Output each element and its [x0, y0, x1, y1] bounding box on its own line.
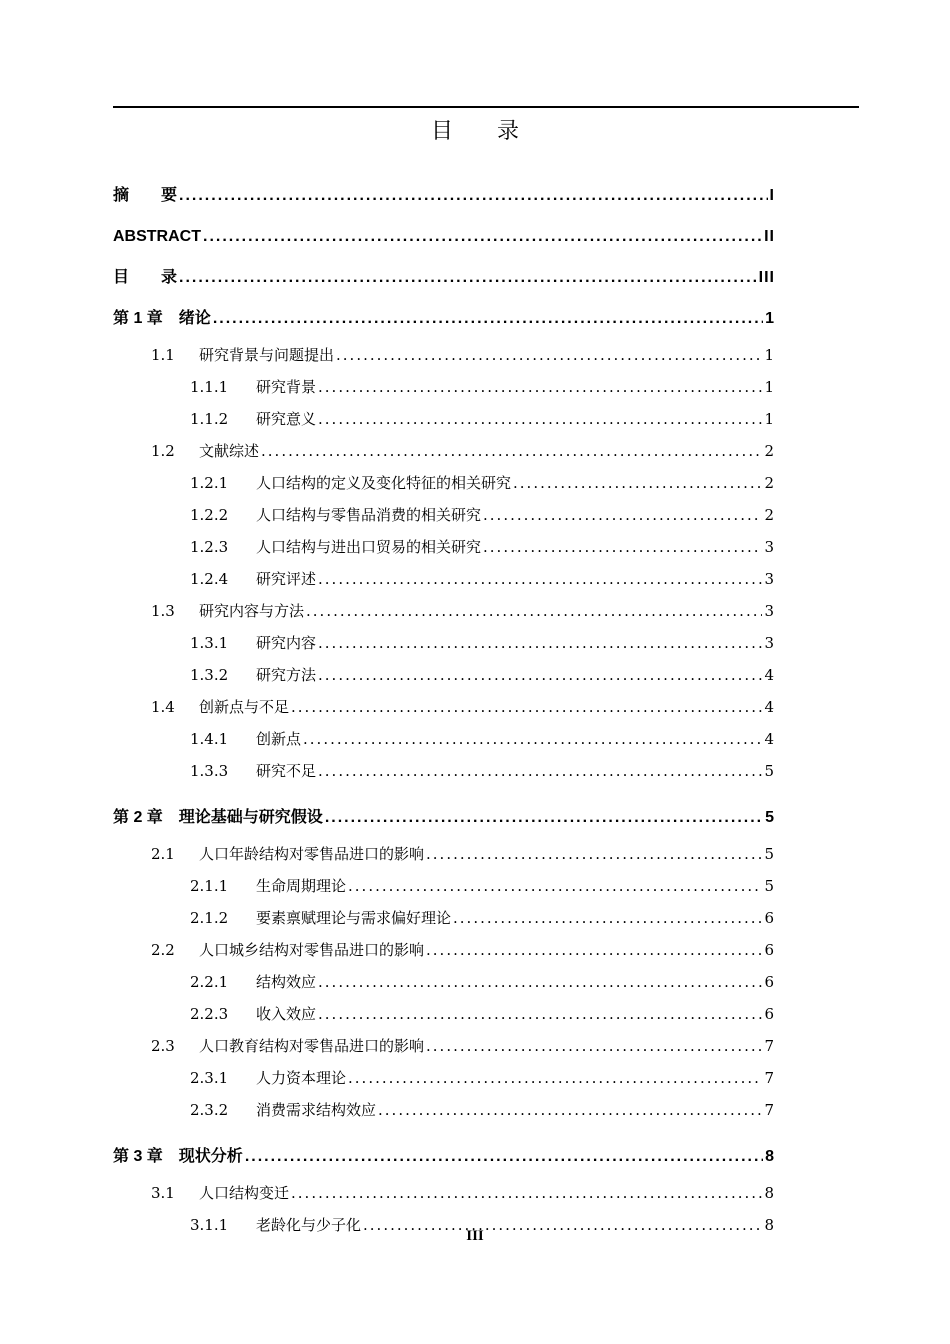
toc-entry[interactable] [113, 1062, 775, 1094]
toc-entry-number: 2.2 [151, 941, 175, 959]
toc-entry-page: 5 [764, 845, 775, 863]
toc-entry-label [190, 870, 346, 902]
toc-leader-dots [378, 1094, 762, 1126]
toc-entry-number: 2.2.3 [190, 1005, 229, 1023]
toc-entry-label [190, 371, 316, 403]
toc-entry-label [151, 691, 289, 723]
toc-entry-label [190, 403, 316, 435]
toc-entry-label [151, 1030, 424, 1062]
toc-entry-label [113, 175, 177, 216]
toc-entry-number: 2.3.2 [190, 1101, 229, 1119]
toc-entry[interactable] [113, 755, 775, 787]
toc-entry[interactable] [113, 1094, 775, 1126]
toc-leader-dots [453, 902, 762, 934]
toc-entry-page: 3 [764, 538, 775, 556]
toc-entry-page: 3 [764, 634, 775, 652]
toc-entry-label [190, 467, 511, 499]
toc-entry-label [113, 1136, 243, 1177]
toc-entry-text: 人口结构与零售品消费的相关研究 [256, 506, 482, 524]
toc-entry[interactable] [113, 531, 775, 563]
toc-entry-label [151, 435, 259, 467]
toc-entry-text: 文献综述 [199, 442, 260, 460]
toc-entry-number: 1.1 [151, 346, 175, 364]
toc-entry-label [151, 339, 334, 371]
toc-entry-number: 1.2 [151, 442, 175, 460]
toc-entry-page: 7 [764, 1037, 775, 1055]
toc-entry[interactable] [113, 691, 775, 723]
toc-entry[interactable] [113, 298, 775, 339]
toc-entry-number: 第 1 章 [113, 310, 163, 327]
toc-entry-number: 2.3 [151, 1037, 175, 1055]
toc-leader-dots [318, 403, 762, 435]
toc-leader-dots [203, 216, 762, 257]
toc-entry-number: 2.2.1 [190, 973, 229, 991]
toc-entry-page: 5 [764, 877, 775, 895]
toc-entry-text: 研究背景 [256, 378, 317, 396]
toc-entry-page: 8 [764, 1216, 775, 1234]
toc-entry[interactable] [113, 934, 775, 966]
toc-entry-label [151, 1177, 289, 1209]
toc-entry-text: 人口结构与进出口贸易的相关研究 [256, 538, 482, 556]
toc-entry-label [190, 755, 316, 787]
toc-entry-number: 2.1 [151, 845, 175, 863]
toc-leader-dots [291, 1177, 762, 1209]
toc-entry-page: 3 [764, 570, 775, 588]
toc-entry-text: 研究评述 [256, 570, 317, 588]
toc-leader-dots [318, 998, 762, 1030]
toc-leader-dots [245, 1136, 763, 1177]
toc-entry[interactable] [113, 403, 775, 435]
toc-entry[interactable] [113, 659, 775, 691]
toc-entry-text: 研究内容与方法 [199, 602, 305, 620]
toc-entry[interactable] [113, 1177, 775, 1209]
toc-entry-label [190, 531, 481, 563]
toc-entry-page: 6 [764, 941, 775, 959]
toc-entry-page: 7 [764, 1069, 775, 1087]
toc-leader-dots [291, 691, 762, 723]
toc-leader-dots [306, 595, 762, 627]
toc-entry[interactable] [113, 499, 775, 531]
toc-leader-dots [426, 838, 762, 870]
table-of-contents [113, 175, 775, 1241]
toc-entry[interactable] [113, 902, 775, 934]
toc-entry-number: 1.4 [151, 698, 175, 716]
toc-entry-label [190, 659, 316, 691]
toc-entry-text: 生命周期理论 [256, 877, 347, 895]
toc-entry-text: 人口结构变迁 [199, 1184, 290, 1202]
toc-entry-page: 5 [765, 809, 775, 826]
toc-entry[interactable] [113, 838, 775, 870]
toc-entry-label [113, 257, 177, 298]
toc-leader-dots [483, 499, 762, 531]
toc-entry-page: 1 [764, 346, 775, 364]
toc-entry-text: 摘 要 [113, 187, 178, 204]
toc-entry-text: 目 录 [113, 269, 178, 286]
toc-entry-label [113, 797, 323, 838]
toc-leader-dots [318, 659, 762, 691]
toc-leader-dots [318, 627, 762, 659]
toc-gap [113, 787, 775, 797]
toc-entry-page: 2 [764, 442, 775, 460]
toc-entry-text: 研究不足 [256, 762, 317, 780]
toc-entry-text: 要素禀赋理论与需求偏好理论 [256, 909, 452, 927]
toc-entry[interactable] [113, 563, 775, 595]
toc-leader-dots [303, 723, 762, 755]
toc-leader-dots [348, 1062, 762, 1094]
toc-entry-label [190, 723, 301, 755]
toc-gap [113, 1126, 775, 1136]
toc-entry-number: 1.1.1 [190, 378, 229, 396]
toc-entry-text: 人力资本理论 [256, 1069, 347, 1087]
toc-entry-text: 绪论 [178, 310, 211, 327]
toc-entry-number: 1.2.1 [190, 474, 229, 492]
toc-entry-label [151, 595, 304, 627]
toc-entry-number: 2.1.2 [190, 909, 229, 927]
toc-entry-page: 1 [764, 378, 775, 396]
toc-entry-page: 3 [764, 602, 775, 620]
toc-leader-dots [261, 435, 762, 467]
toc-entry-page: 4 [764, 666, 775, 684]
toc-entry-number: 1.2.2 [190, 506, 229, 524]
toc-entry-label [190, 902, 451, 934]
toc-entry[interactable] [113, 870, 775, 902]
toc-entry-text: 现状分析 [178, 1148, 243, 1165]
toc-entry-page: II [764, 228, 775, 245]
toc-entry-text: 研究意义 [256, 410, 317, 428]
toc-leader-dots [318, 371, 762, 403]
toc-leader-dots [318, 563, 762, 595]
toc-entry-text: 研究内容 [256, 634, 317, 652]
toc-entry-text: 人口城乡结构对零售品进口的影响 [199, 941, 425, 959]
toc-entry-label [190, 563, 316, 595]
toc-entry-text: 理论基础与研究假设 [178, 809, 323, 826]
toc-entry[interactable] [113, 1030, 775, 1062]
toc-leader-dots [426, 934, 762, 966]
toc-entry-text: 人口教育结构对零售品进口的影响 [199, 1037, 425, 1055]
toc-entry[interactable] [113, 339, 775, 371]
toc-entry[interactable] [113, 216, 775, 257]
toc-entry-page: 2 [764, 506, 775, 524]
header-rule [113, 106, 859, 108]
toc-entry[interactable] [113, 175, 775, 216]
toc-entry-page: 6 [764, 1005, 775, 1023]
toc-entry[interactable] [113, 723, 775, 755]
page-number: III [466, 1228, 484, 1244]
toc-entry-number: 1.3.1 [190, 634, 229, 652]
toc-entry-number: 1.3.2 [190, 666, 229, 684]
toc-entry-label [190, 499, 481, 531]
toc-leader-dots [336, 339, 762, 371]
toc-entry-page: 1 [764, 410, 775, 428]
toc-entry-label [190, 1062, 346, 1094]
toc-entry-text: 研究背景与问题提出 [199, 346, 335, 364]
toc-leader-dots [179, 257, 757, 298]
toc-entry[interactable] [113, 797, 775, 838]
toc-leader-dots [513, 467, 762, 499]
toc-leader-dots [318, 966, 762, 998]
toc-entry[interactable] [113, 595, 775, 627]
toc-entry-page: 4 [764, 698, 775, 716]
toc-entry-number: 第 3 章 [113, 1148, 163, 1165]
toc-entry-label [190, 1094, 376, 1126]
toc-entry-text: 创新点 [256, 730, 302, 748]
toc-entry-page: 8 [765, 1148, 775, 1165]
toc-entry-page: 6 [764, 973, 775, 991]
toc-entry-text: 人口结构的定义及变化特征的相关研究 [256, 474, 512, 492]
toc-entry[interactable] [113, 371, 775, 403]
toc-entry-number: 1.3 [151, 602, 175, 620]
toc-leader-dots [483, 531, 762, 563]
toc-entry-text: 老龄化与少子化 [256, 1216, 362, 1234]
toc-entry[interactable] [113, 257, 775, 298]
toc-entry-page: 5 [764, 762, 775, 780]
toc-entry-text: 结构效应 [256, 973, 317, 991]
toc-entry[interactable] [113, 998, 775, 1030]
toc-entry[interactable] [113, 1136, 775, 1177]
toc-leader-dots [426, 1030, 762, 1062]
toc-entry-page: 2 [764, 474, 775, 492]
toc-leader-dots [348, 870, 762, 902]
toc-entry-text: 研究方法 [256, 666, 317, 684]
toc-entry[interactable] [113, 467, 775, 499]
toc-entry-page: 7 [764, 1101, 775, 1119]
toc-entry[interactable] [113, 435, 775, 467]
toc-entry-label [113, 298, 211, 339]
toc-entry-number: 1.2.4 [190, 570, 229, 588]
toc-entry-text: 人口年龄结构对零售品进口的影响 [199, 845, 425, 863]
toc-entry-number: 3.1.1 [190, 1216, 229, 1234]
toc-entry-label [113, 216, 201, 257]
toc-entry[interactable] [113, 966, 775, 998]
toc-leader-dots [179, 175, 768, 216]
toc-entry-number: 第 2 章 [113, 809, 163, 826]
toc-entry-page: I [769, 187, 775, 204]
toc-entry[interactable] [113, 627, 775, 659]
toc-leader-dots [325, 797, 763, 838]
toc-entry-number: 2.3.1 [190, 1069, 229, 1087]
toc-entry-number: 1.3.3 [190, 762, 229, 780]
toc-entry-page: 1 [765, 310, 775, 327]
toc-entry-label [151, 838, 424, 870]
toc-entry-page: 8 [764, 1184, 775, 1202]
toc-leader-dots [213, 298, 763, 339]
toc-entry-page: 4 [764, 730, 775, 748]
toc-entry-label [190, 627, 316, 659]
toc-entry-number: 2.1.1 [190, 877, 229, 895]
toc-entry-label [151, 934, 424, 966]
toc-entry-number: 1.1.2 [190, 410, 229, 428]
toc-entry-text: 收入效应 [256, 1005, 317, 1023]
toc-entry-label [190, 998, 316, 1030]
page-title: 目 录 [430, 119, 519, 144]
toc-entry-text: ABSTRACT [113, 228, 201, 245]
toc-entry-page: III [758, 269, 775, 286]
toc-entry-number: 3.1 [151, 1184, 175, 1202]
toc-entry-page: 6 [764, 909, 775, 927]
toc-entry-text: 消费需求结构效应 [256, 1101, 377, 1119]
toc-entry-text: 创新点与不足 [199, 698, 290, 716]
toc-leader-dots [318, 755, 762, 787]
toc-entry-number: 1.2.3 [190, 538, 229, 556]
toc-entry-number: 1.4.1 [190, 730, 229, 748]
toc-entry-label [190, 966, 316, 998]
